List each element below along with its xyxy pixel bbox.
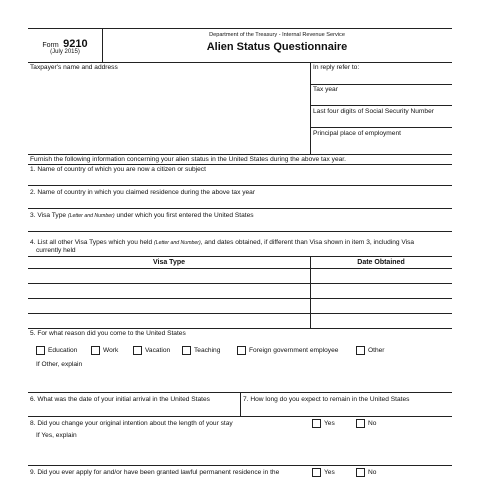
principal-place-label: Principal place of employment: [313, 130, 401, 137]
reply-refer-label: In reply refer to:: [313, 64, 360, 71]
change-explain-input[interactable]: [80, 431, 452, 463]
q8-no-label: No: [368, 420, 377, 427]
q6-label: 6. What was the date of your initial arrival in the United States: [30, 396, 210, 403]
work-checkbox[interactable]: [91, 346, 100, 355]
if-yes-label: If Yes, explain: [36, 432, 77, 439]
visa-type-input[interactable]: [30, 300, 312, 314]
form-date: (July 2015): [50, 49, 80, 55]
q5-label: 5. For what reason did you come to the United States: [30, 330, 186, 337]
foreign-government-label: Foreign government employee: [249, 347, 339, 354]
option-education[interactable]: [36, 346, 77, 355]
ssn-input[interactable]: [313, 117, 453, 128]
education-checkbox[interactable]: [36, 346, 45, 355]
q8-option-no[interactable]: [356, 419, 376, 428]
q4-text-end: , and dates obtained, if different than Visa shown in item 3, including Visa: [200, 239, 415, 246]
q1-label: 1. Name of country of which you are now a citizen or subject: [30, 166, 206, 173]
q3-note: (Letter and Number): [67, 213, 115, 219]
date-obtained-input[interactable]: [312, 270, 454, 284]
q8-yes-label: Yes: [324, 420, 335, 427]
department-line: Department of the Treasury - Internal Revenue Service: [209, 32, 345, 38]
option-work[interactable]: [91, 346, 118, 355]
foreign-government-checkbox[interactable]: [237, 346, 246, 355]
col-visa-type: Visa Type: [152, 259, 186, 266]
q9-yes-checkbox[interactable]: [312, 468, 321, 477]
date-obtained-input[interactable]: [312, 300, 454, 314]
q3-label: [30, 212, 254, 220]
q9-label: 9. Did you ever apply for and/or have been granted lawful permanent residence in the: [30, 469, 280, 476]
q3-text: 3. Visa Type: [30, 212, 67, 219]
form-number: 9210: [63, 38, 88, 50]
if-other-label: If Other, explain: [36, 361, 83, 368]
other-explain-input[interactable]: [86, 360, 452, 392]
tax-year-label: Tax year: [313, 86, 338, 93]
other-label: Other: [368, 347, 385, 354]
instructions: Furnish the following information concerning your alien status in the United States during the above tax year.: [30, 156, 346, 163]
vacation-label: Vacation: [145, 347, 171, 354]
form-label: Form: [42, 42, 59, 49]
date-obtained-input[interactable]: [312, 285, 454, 299]
q8-label: 8. Did you change your original intention about the length of your stay: [30, 420, 233, 427]
q8-option-yes[interactable]: [312, 419, 335, 428]
option-vacation[interactable]: [133, 346, 170, 355]
taxpayer-name-address-input[interactable]: [30, 74, 310, 156]
visa-type-input[interactable]: [30, 315, 312, 329]
education-label: Education: [48, 347, 78, 354]
reply-refer-input[interactable]: [313, 73, 453, 85]
visa-type-input[interactable]: [30, 285, 312, 299]
ssn-label: Last four digits of Social Security Number: [313, 108, 434, 115]
q4-text: 4. List all other Visa Types which you held: [30, 239, 153, 246]
vacation-checkbox[interactable]: [133, 346, 142, 355]
other-checkbox[interactable]: [356, 346, 365, 355]
date-obtained-input[interactable]: [312, 315, 454, 329]
q9-yes-label: Yes: [324, 469, 335, 476]
teaching-checkbox[interactable]: [182, 346, 191, 355]
q9-no-checkbox[interactable]: [356, 468, 365, 477]
option-other[interactable]: [356, 346, 385, 355]
q9-no-label: No: [368, 469, 377, 476]
q4-label: [30, 239, 414, 247]
q8-yes-checkbox[interactable]: [312, 419, 321, 428]
option-foreign-government[interactable]: [237, 346, 338, 355]
taxpayer-name-label: Taxpayer's name and address: [30, 64, 118, 71]
q9-option-yes[interactable]: [312, 468, 335, 477]
q3-text-end: under which you first entered the United States: [116, 212, 254, 219]
work-label: Work: [103, 347, 119, 354]
visa-type-input[interactable]: [30, 270, 312, 284]
teaching-label: Teaching: [194, 347, 221, 354]
expected-stay-input[interactable]: [243, 405, 452, 416]
principal-place-input[interactable]: [313, 139, 453, 154]
option-teaching[interactable]: [182, 346, 220, 355]
q2-label: 2. Name of country in which you claimed residence during the above tax year: [30, 189, 256, 196]
arrival-date-input[interactable]: [30, 405, 240, 416]
col-date-obtained: Date Obtained: [357, 259, 405, 266]
q4-note: (Letter and Number): [154, 240, 201, 246]
tax-year-input[interactable]: [313, 95, 453, 106]
q9-option-no[interactable]: [356, 468, 376, 477]
q7-label: 7. How long do you expect to remain in the United States: [243, 396, 410, 403]
page-title: Alien Status Questionnaire: [206, 41, 348, 53]
q8-no-checkbox[interactable]: [356, 419, 365, 428]
q4-label-line2: currently held: [36, 247, 76, 254]
